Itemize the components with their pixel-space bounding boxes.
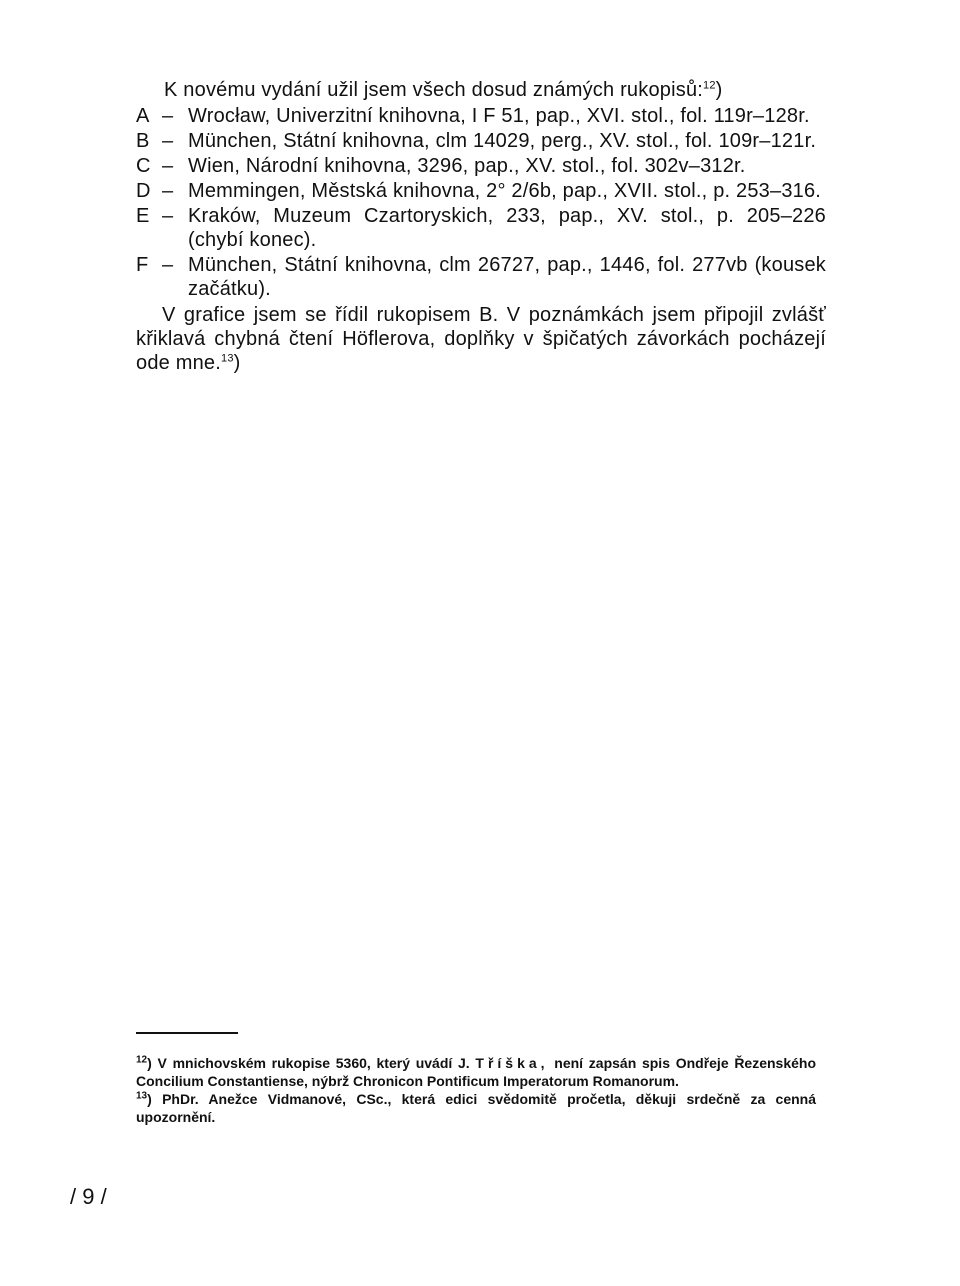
manuscript-siglum: F [136,254,149,276]
manuscript-dash: – [162,205,174,227]
footnote-marker-paren: ) [147,1091,152,1107]
manuscript-item-e [136,204,826,252]
footnote-text: PhDr. Anežce Vidmanové, CSc., která edici svědomitě pročetla, děkuji srdečně za cenná upozornění. [136,1091,816,1125]
manuscript-item-f [136,253,826,301]
manuscript-item-d [136,179,826,203]
intro-paren: ) [715,79,723,101]
closing-text: V grafice jsem se řídil rukopisem B. V poznámkách jsem připojil zvlášť křiklavá chybná čtení Höflerova, doplňky v špičatých závorkách pocházejí ode mne. [136,304,826,374]
footnote-13 [136,1090,816,1126]
manuscript-dash: – [162,130,174,152]
manuscript-siglum: B [136,130,150,152]
page-number: / 9 / [70,1184,107,1209]
footnote-ref-12[interactable]: 12 [703,79,716,92]
footnote-text-before: V mnichovském rukopise 5360, který uvádí J. [157,1055,470,1071]
footnotes [136,1054,816,1126]
footnote-text-after: není zapsán spis Ondřeje Řezenského Concilium Constantiense, nýbrž Chronicon Pontificum Imperatorum Romanorum. [136,1055,817,1089]
manuscript-description: Kraków, Muzeum Czartoryskich, 233, pap., XV. stol., p. 205–226 (chybí konec). [188,205,826,251]
manuscript-description: München, Státní knihovna, clm 26727, pap., 1446, fol. 277vb (kousek začátku). [188,254,826,300]
manuscript-item-c [136,154,826,178]
main-text [136,78,826,375]
intro-paragraph [164,78,826,102]
footnote-marker: 12 [136,1054,148,1066]
closing-paren: ) [233,352,241,374]
footnote-12 [136,1054,816,1090]
manuscript-siglum: C [136,155,151,177]
manuscript-item-a [136,104,826,128]
manuscript-dash: – [162,254,174,276]
manuscript-siglum: D [136,180,151,202]
footnote-separator [136,1032,238,1034]
intro-text: K novému vydání užil jsem všech dosud známých rukopisů: [164,79,704,101]
manuscript-siglum: E [136,205,150,227]
manuscript-list [136,104,826,301]
footnote-ref-13[interactable]: 13 [221,352,234,365]
manuscript-dash: – [162,105,174,127]
manuscript-description: Wrocław, Univerzitní knihovna, I F 51, pap., XVI. stol., fol. 119r–128r. [188,105,810,127]
manuscript-description: Memmingen, Městská knihovna, 2° 2/6b, pap., XVII. stol., p. 253–316. [188,180,822,202]
manuscript-dash: – [162,180,174,202]
manuscript-item-b [136,129,826,153]
manuscript-description: München, Státní knihovna, clm 14029, perg., XV. stol., fol. 109r–121r. [188,130,817,152]
manuscript-siglum: A [136,105,150,127]
footnote-marker-paren: ) [147,1055,152,1071]
manuscript-description: Wien, Národní knihovna, 3296, pap., XV. stol., fol. 302v–312r. [188,155,746,177]
closing-paragraph [136,303,826,375]
manuscript-dash: – [162,155,174,177]
footnote-marker: 13 [136,1090,148,1102]
footnote-author-name: Tříška, [475,1055,549,1071]
